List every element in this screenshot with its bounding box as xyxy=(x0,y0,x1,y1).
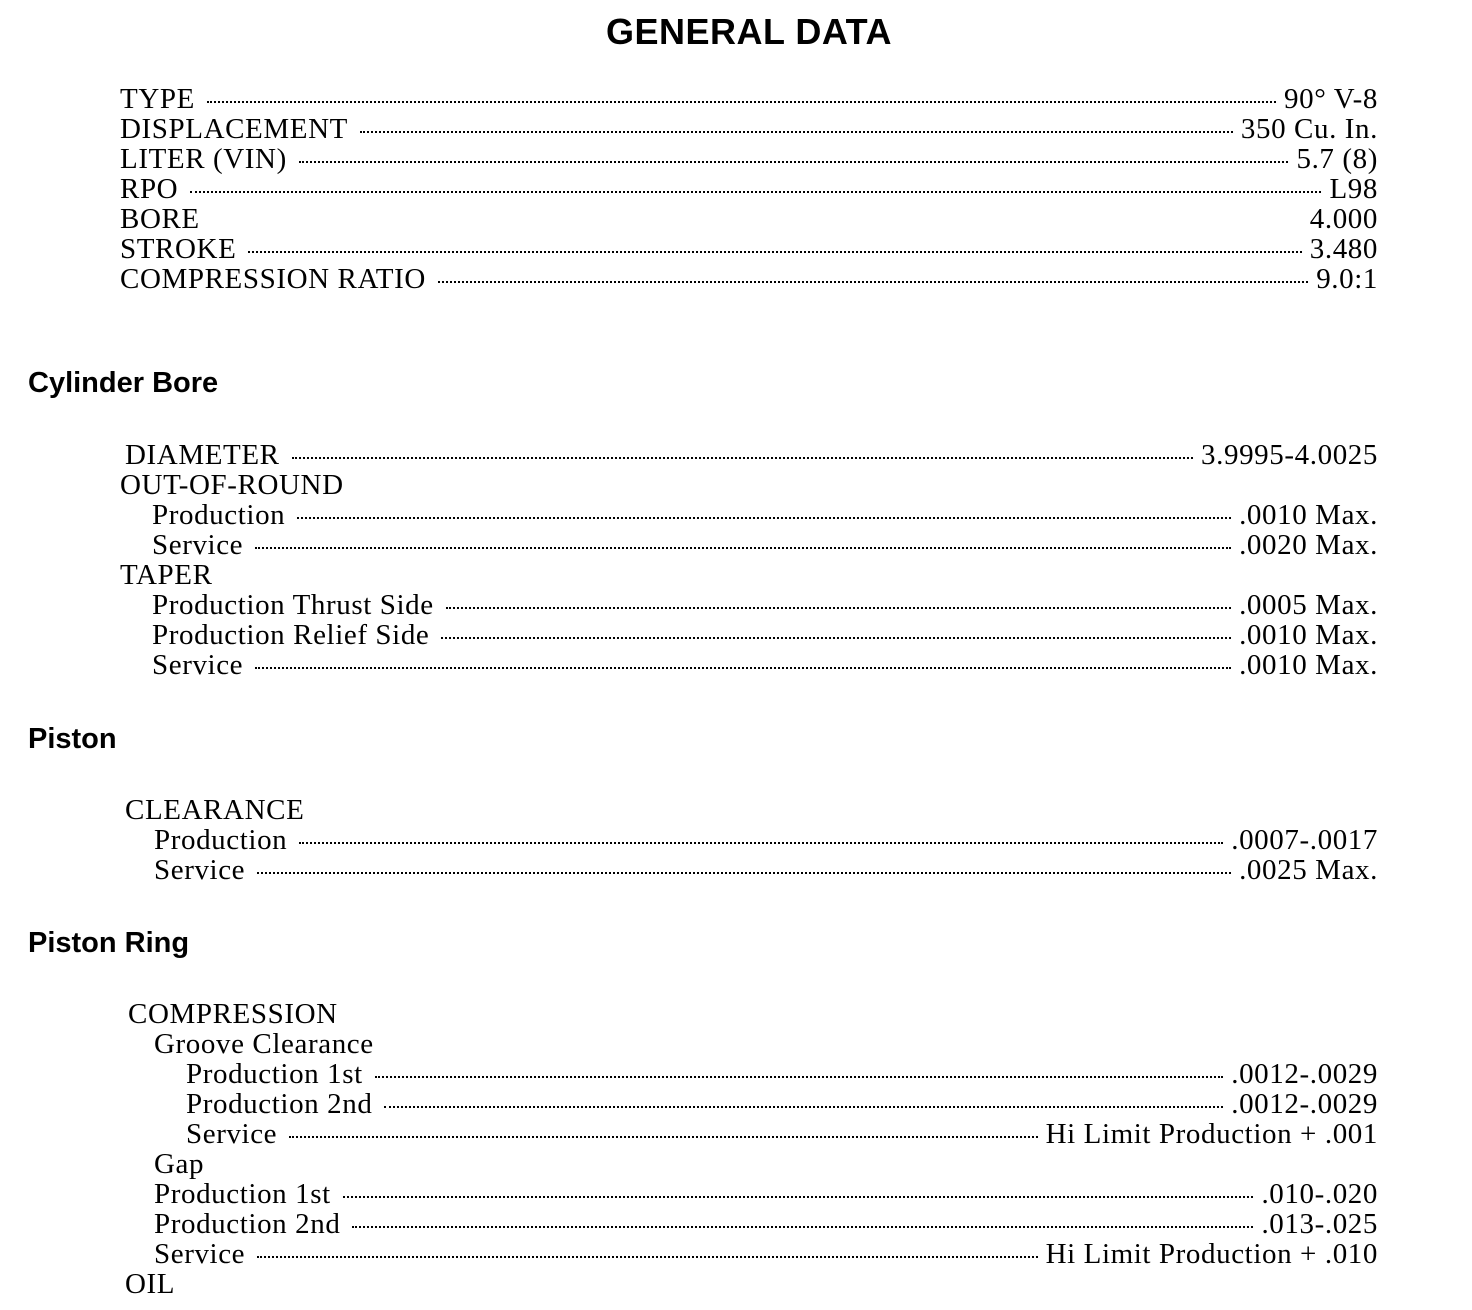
spec-label: Production 1st xyxy=(154,1178,331,1210)
dot-leader xyxy=(438,281,1308,283)
spec-value: Hi Limit Production + .001 xyxy=(1045,1118,1378,1150)
section-heading-cylinder-bore: Cylinder Bore xyxy=(28,367,219,399)
spec-group-label: TAPER xyxy=(120,559,213,591)
spec-label: COMPRESSION RATIO xyxy=(120,263,426,295)
spec-row-rpo xyxy=(120,174,1378,204)
dot-leader xyxy=(441,637,1231,639)
spec-value: Hi Limit Production + .010 xyxy=(1045,1238,1378,1270)
spec-group-taper xyxy=(120,560,1378,590)
spec-value: .0005 Max. xyxy=(1239,589,1378,621)
spec-label: BORE xyxy=(120,203,200,235)
spec-value: .0010 Max. xyxy=(1239,649,1378,681)
section-heading-piston: Piston xyxy=(28,723,117,755)
spec-row-liter xyxy=(120,144,1378,174)
spec-value: 350 Cu. In. xyxy=(1240,113,1378,145)
spec-row-taper-production-thrust xyxy=(152,590,1378,620)
piston-ring-list xyxy=(0,999,1472,1299)
general-data-list xyxy=(0,84,1472,294)
spec-row-oor-production xyxy=(152,500,1378,530)
dot-leader xyxy=(384,1106,1223,1108)
spec-group-label: COMPRESSION xyxy=(128,998,338,1030)
spec-group-clearance xyxy=(125,795,1378,825)
piston-list xyxy=(0,795,1472,885)
spec-label: TYPE xyxy=(120,83,195,115)
spec-label: Production 2nd xyxy=(186,1088,373,1120)
spec-label: DIAMETER xyxy=(125,439,280,471)
dot-leader xyxy=(446,607,1231,609)
spec-row-stroke xyxy=(120,234,1378,264)
dot-leader xyxy=(343,1196,1254,1198)
spec-label: Production xyxy=(152,499,286,531)
spec-row-compression-ratio xyxy=(120,264,1378,294)
dot-leader xyxy=(212,221,1302,223)
spec-label: RPO xyxy=(120,173,179,205)
dot-leader xyxy=(299,161,1289,163)
spec-label: Service xyxy=(152,649,244,681)
spec-group-label: CLEARANCE xyxy=(125,794,305,826)
spec-row-oor-service xyxy=(152,530,1378,560)
spec-value: .0010 Max. xyxy=(1239,619,1378,651)
spec-value: .0025 Max. xyxy=(1239,854,1378,886)
dot-leader xyxy=(292,457,1193,459)
spec-label: DISPLACEMENT xyxy=(120,113,348,145)
spec-group-label: Groove Clearance xyxy=(154,1028,374,1060)
spec-label: Production 1st xyxy=(186,1058,363,1090)
spec-label: Service xyxy=(186,1118,278,1150)
spec-label: Production xyxy=(154,824,288,856)
dot-leader xyxy=(352,1226,1253,1228)
dot-leader xyxy=(190,191,1321,193)
spec-row-groove-production-1st xyxy=(186,1059,1378,1089)
spec-label: Service xyxy=(152,529,244,561)
dot-leader xyxy=(255,547,1231,549)
spec-row-taper-production-relief xyxy=(152,620,1378,650)
spec-row-taper-service xyxy=(152,650,1378,680)
section-heading-piston-ring: Piston Ring xyxy=(28,927,190,959)
spec-value: 3.480 xyxy=(1309,233,1378,265)
spec-row-clearance-service xyxy=(154,855,1378,885)
spec-label: Service xyxy=(154,854,246,886)
spec-group-compression xyxy=(128,999,1472,1029)
spec-value: 4.000 xyxy=(1309,203,1378,235)
spec-label: Production Thrust Side xyxy=(152,589,434,621)
dot-leader xyxy=(297,517,1231,519)
dot-leader xyxy=(360,131,1233,133)
spec-value: .0007-.0017 xyxy=(1231,824,1378,856)
spec-label: Production 2nd xyxy=(154,1208,341,1240)
spec-row-gap-production-1st xyxy=(154,1179,1378,1209)
spec-subgroup-gap xyxy=(154,1149,1378,1179)
spec-label: LITER (VIN) xyxy=(120,143,287,175)
spec-group-out-of-round xyxy=(120,470,1378,500)
spec-row-bore xyxy=(120,204,1378,234)
spec-value: .0010 Max. xyxy=(1239,499,1378,531)
spec-value: 5.7 (8) xyxy=(1296,143,1378,175)
spec-value: .013-.025 xyxy=(1261,1208,1378,1240)
dot-leader xyxy=(248,251,1301,253)
spec-value: .0012-.0029 xyxy=(1231,1058,1378,1090)
spec-row-gap-production-2nd xyxy=(154,1209,1378,1239)
spec-subgroup-groove-clearance xyxy=(154,1029,1378,1059)
dot-leader xyxy=(255,667,1231,669)
spec-value: .0020 Max. xyxy=(1239,529,1378,561)
spec-row-groove-production-2nd xyxy=(186,1089,1378,1119)
spec-group-label: Gap xyxy=(154,1148,205,1180)
cylinder-bore-list xyxy=(0,440,1472,680)
spec-group-oil xyxy=(125,1269,1472,1299)
spec-value: 90° V-8 xyxy=(1284,83,1378,115)
spec-value: .010-.020 xyxy=(1261,1178,1378,1210)
dot-leader xyxy=(257,872,1231,874)
spec-row-type xyxy=(120,84,1378,114)
spec-value: .0012-.0029 xyxy=(1231,1088,1378,1120)
spec-row-clearance-production xyxy=(154,825,1378,855)
dot-leader xyxy=(207,101,1276,103)
spec-group-label: OUT-OF-ROUND xyxy=(120,469,344,501)
spec-row-groove-service xyxy=(186,1119,1378,1149)
dot-leader xyxy=(289,1136,1037,1138)
spec-value: L98 xyxy=(1329,173,1378,205)
page-title: GENERAL DATA xyxy=(605,11,892,52)
spec-label: Production Relief Side xyxy=(152,619,430,651)
spec-value: 3.9995-4.0025 xyxy=(1201,439,1378,471)
spec-value: 9.0:1 xyxy=(1316,263,1378,295)
spec-label: STROKE xyxy=(120,233,237,265)
dot-leader xyxy=(299,842,1223,844)
spec-label: Service xyxy=(154,1238,246,1270)
spec-row-gap-service xyxy=(154,1239,1378,1269)
spec-row-displacement xyxy=(120,114,1378,144)
spec-group-label: OIL xyxy=(125,1268,176,1300)
dot-leader xyxy=(375,1076,1223,1078)
spec-row-diameter xyxy=(125,440,1378,470)
dot-leader xyxy=(257,1256,1037,1258)
